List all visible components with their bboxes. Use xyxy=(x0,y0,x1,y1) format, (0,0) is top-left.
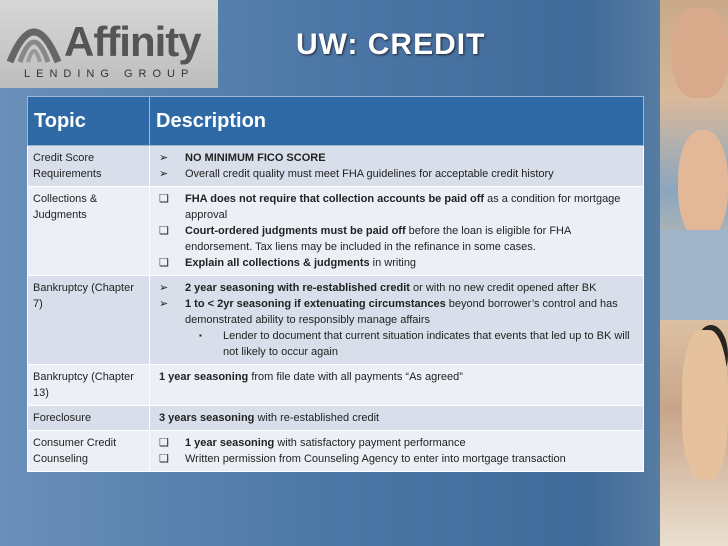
description-item xyxy=(155,255,638,271)
topic-cell: Foreclosure xyxy=(28,406,150,431)
description-item xyxy=(155,280,638,296)
table-row xyxy=(28,365,644,406)
item-text: Lender to document that current situation indicates that events that led up to BK will not likely to occur again xyxy=(223,330,630,358)
description-cell xyxy=(150,187,644,276)
topic-cell: Collections & Judgments xyxy=(28,187,150,276)
header-topic: Topic xyxy=(28,97,150,146)
description-cell xyxy=(150,431,644,472)
description-item xyxy=(155,150,638,166)
item-text: in writing xyxy=(369,257,417,269)
arrow-bullet-icon: ➢ xyxy=(159,298,169,310)
arrow-bullet-icon: ➢ xyxy=(159,282,169,294)
logo-tagline: LENDING GROUP xyxy=(24,68,195,80)
table-row xyxy=(28,146,644,187)
description-item xyxy=(155,166,638,182)
table-row xyxy=(28,431,644,472)
item-bold-text: 1 year seasoning xyxy=(159,371,249,383)
item-bold-text: FHA does not require that collection accounts be paid off xyxy=(185,193,485,205)
logo-arch-icon xyxy=(4,6,64,66)
item-bold-text: Court-ordered judgments must be paid off xyxy=(185,225,406,237)
table-row xyxy=(28,276,644,365)
arrow-bullet-icon: ➢ xyxy=(159,152,169,164)
description-cell xyxy=(150,406,644,431)
topic-cell: Bankruptcy (Chapter 7) xyxy=(28,276,150,365)
item-text: as a condition for mortgage approval xyxy=(185,193,621,221)
item-text: from file date with all payments “As agreed” xyxy=(248,371,463,383)
logo-wordmark: Affinity xyxy=(64,18,201,65)
item-bold-text: 2 year seasoning with re-established credit xyxy=(185,282,410,294)
description-cell xyxy=(150,276,644,365)
checkbox-bullet-icon: ❑ xyxy=(159,453,169,465)
topic-cell: Bankruptcy (Chapter 13) xyxy=(28,365,150,406)
item-text: beyond borrower’s control and has demonstrated ability to responsibly manage affairs xyxy=(185,298,618,326)
item-text: or with no new credit opened after BK xyxy=(409,282,597,294)
description-item xyxy=(155,328,638,360)
table-row xyxy=(28,406,644,431)
item-text: Overall credit quality must meet FHA guidelines for acceptable credit history xyxy=(185,168,554,180)
table-body xyxy=(28,146,644,472)
item-text: with satisfactory payment performance xyxy=(274,437,466,449)
description-item xyxy=(155,296,638,328)
credit-requirements-table xyxy=(27,96,644,472)
header-description: Description xyxy=(150,97,644,146)
checkbox-bullet-icon: ❑ xyxy=(159,257,169,269)
description-item xyxy=(155,435,638,451)
item-text: Written permission from Counseling Agency to enter into mortgage transaction xyxy=(185,453,566,465)
item-bold-text: 1 to < 2yr seasoning if extenuating circumstances xyxy=(185,298,446,310)
item-bold-text: Explain all collections & judgments xyxy=(185,257,370,269)
item-bold-text: 3 years seasoning xyxy=(159,412,255,424)
description-item xyxy=(155,369,638,385)
company-logo xyxy=(0,0,218,88)
description-cell xyxy=(150,365,644,406)
table-header-row xyxy=(28,97,644,146)
topic-cell: Credit Score Requirements xyxy=(28,146,150,187)
item-bold-text: 1 year seasoning xyxy=(185,437,275,449)
checkbox-bullet-icon: ❑ xyxy=(159,193,169,205)
checkbox-bullet-icon: ❑ xyxy=(159,437,169,449)
item-text: before the loan is eligible for FHA endorsement. Tax liens may be included in the refinance in some cases. xyxy=(185,225,571,253)
arrow-bullet-icon: ➢ xyxy=(159,168,169,180)
square-bullet-icon: ▪ xyxy=(199,331,202,340)
slide-title: UW: CREDIT xyxy=(296,28,486,61)
item-bold-text: NO MINIMUM FICO SCORE xyxy=(185,152,326,164)
item-text: with re-established credit xyxy=(254,412,380,424)
topic-cell: Consumer Credit Counseling xyxy=(28,431,150,472)
checkbox-bullet-icon: ❑ xyxy=(159,225,169,237)
description-item xyxy=(155,451,638,467)
description-item xyxy=(155,191,638,223)
table-row xyxy=(28,187,644,276)
description-item xyxy=(155,410,638,426)
description-item xyxy=(155,223,638,255)
people-photo xyxy=(660,0,728,546)
description-cell xyxy=(150,146,644,187)
